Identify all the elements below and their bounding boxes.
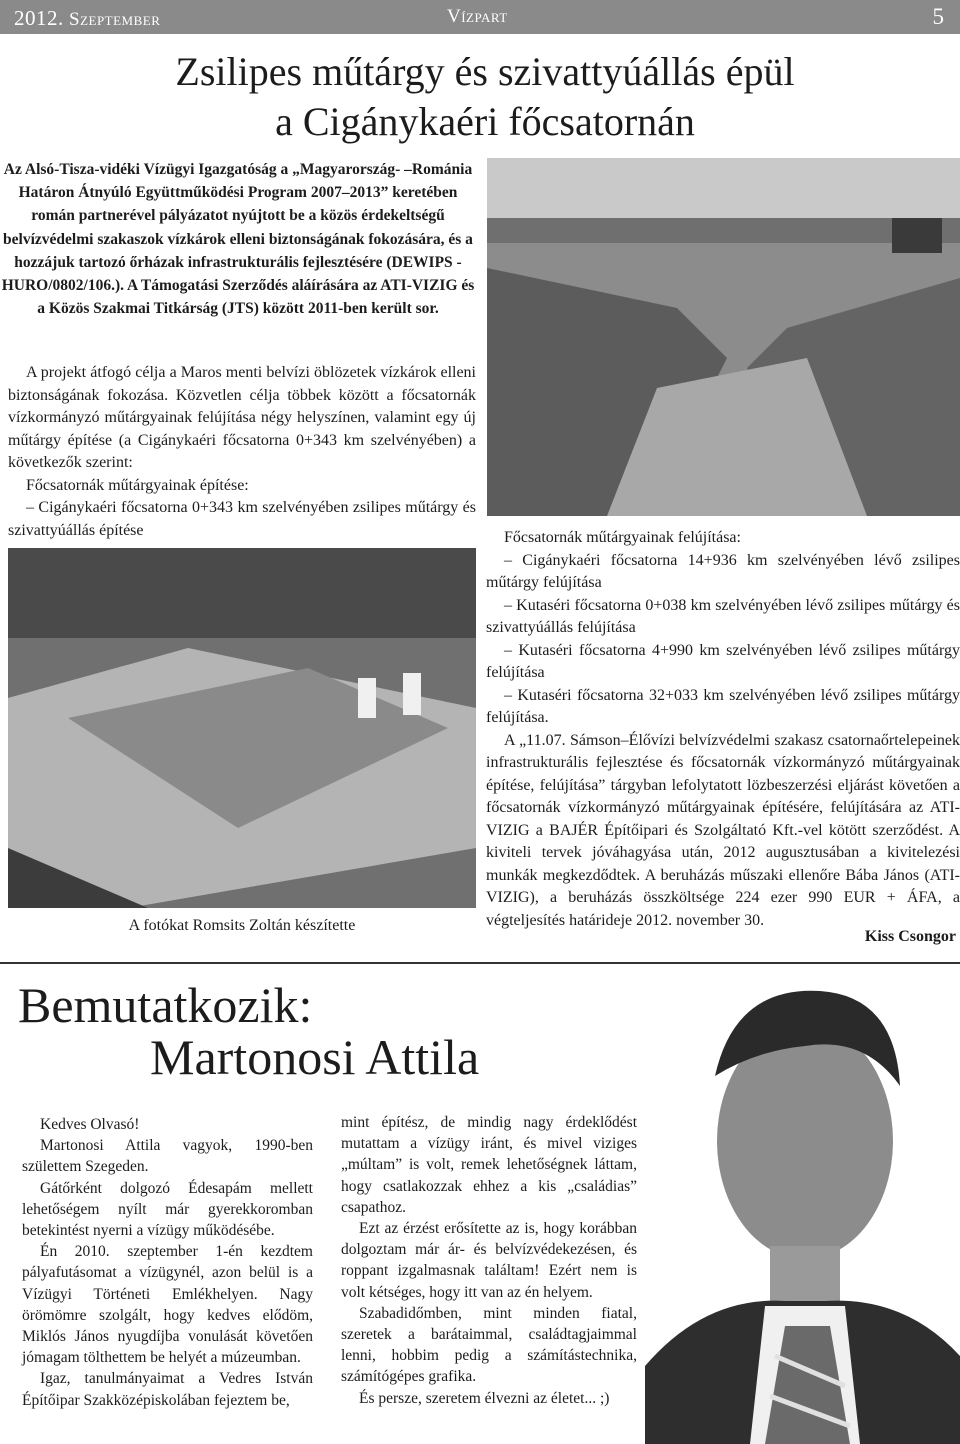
profile-column-2 <box>341 1112 637 1409</box>
article-paragraph: – Cigánykaéri főcsatorna 0+343 km szelvényében zsilipes műtárgy és szivattyúállás építése <box>8 499 476 539</box>
article-paragraph: – Kutaséri főcsatorna 4+990 km szelvényében lévő zsilipes műtárgy felújítása <box>486 641 960 681</box>
article-paragraph: – Kutaséri főcsatorna 0+038 km szelvényében lévő zsilipes műtárgy és szivattyúállás felújítása <box>486 596 960 636</box>
article-paragraph: – Cigánykaéri főcsatorna 14+936 km szelvényében lévő zsilipes műtárgy felújítása <box>486 551 960 591</box>
profile-paragraph: Ezt az érzést erősítette az is, hogy korábban dolgoztam már ár- és belvízvédekezésen, és roppant izgalmasnak találtam! Ezért nem is volt kétséges, hogy itt van az én helyem. <box>341 1220 637 1301</box>
article-column-2 <box>486 527 960 932</box>
page-number: 5 <box>932 4 944 29</box>
profile-name: Martonosi Attila <box>150 1029 480 1085</box>
portrait-photo <box>645 966 960 1444</box>
profile-paragraph: Kedves Olvasó! <box>40 1116 140 1133</box>
article-lead: Az Alsó-Tisza-vidéki Vízügyi Igazgatóság a „Magyarország- –Románia Határon Átnyúló Együttműködési Program 2007–2013” keretében román partnerével pályázatot nyújtott be a közös érdekeltségű belvízvédelmi szakaszok vízkárok elleni biztonságának fokozására, és a hozzájuk tartozó őrházak infrastrukturális fejlesztésére (DEWIPS - HURO/0802/106.). A Támogatási Szerződés aláírására az ATI-VIZIG és a Közös Szakmai Titkárság (JTS) között 2011-ben került sor. <box>1 161 475 318</box>
issue-year: 2012. <box>14 6 64 30</box>
photo-caption: A fotókat Romsits Zoltán készítette <box>128 917 356 934</box>
profile-column-1 <box>22 1114 313 1411</box>
profile-paragraph: Én 2010. szeptember 1-én kezdtem pályafutásomat a vízügynél, azon belül is a Vízügyi Történeti Emlékhelyen. Nagy örömömre szolgált, hogy kedves elődöm, Miklós János nyugdíjba vonulását követően jómagam tölthettem be helyét a múzeumban. <box>22 1243 313 1367</box>
construction-site-photo-bottom <box>8 548 476 908</box>
issue-date <box>14 6 160 31</box>
profile-heading: Bemutatkozik: <box>18 977 313 1033</box>
page-header <box>0 0 960 34</box>
article-paragraph: A „11.07. Sámson–Élővízi belvízvédelmi szakasz csatornaőrtelepeinek infrastrukturális fejlesztése és főcsatornák vízkormányzó műtárgyainak építése, felújítása” tárgyban lefolytatott lözbeszerzési eljárást követően a főcsatornák vízkormányzó műtárgyainak építésére, felújítására az ATI-VIZIG a BAJÉR Építőipari és Szolgáltató Kft.-vel kötött szerződést. A kiviteli tervek jóváhagyása után, 2012 augusztusában a kivitelezési munkák megkezdődtek. A beruházás műszaki ellenőre Bába János (ATI-VIZIG), a beruházás összköltsége 224 ezer 990 EUR + ÁFA, a végteljesítés határideje 2012. november 30. <box>486 731 960 929</box>
article-paragraph: Főcsatornák műtárgyainak építése: <box>26 476 249 494</box>
article-paragraph: A projekt átfogó célja a Maros menti belvízi öblözetek vízkárok elleni biztonságának fokozása. Közvetlen célja többek között a főcsatornák vízkormányzó műtárgyainak felújítása négy helyszínen, valamint egy új műtárgy építése (a Cigánykaéri főcsatorna 0+343 km szelvényében) a következők szerint: <box>8 364 476 471</box>
profile-paragraph: mint építész, de mindig nagy érdeklődést mutattam a vízügy iránt, és mivel viziges „múltam” is volt, remek lehetőségnek láttam, hogy csatlakozzak ehhez a kis „családias” csapathoz. <box>341 1114 637 1216</box>
construction-site-photo-top <box>487 158 960 516</box>
profile-paragraph: Szabadidőmben, mint minden fiatal, szeretek a barátaimmal, családtagjaimmal lenni, hobbim pedig a számítástechnika, számítógépes grafika. <box>341 1304 637 1386</box>
issue-month: Szeptember <box>69 9 161 30</box>
section-name: Vízpart <box>447 6 508 27</box>
section-divider <box>0 962 960 964</box>
profile-paragraph: És persze, szeretem élvezni az életet... ;) <box>359 1389 610 1407</box>
article-title-line1: Zsilipes műtárgy és szivattyúállás épül <box>175 49 795 94</box>
article-column-1 <box>8 362 476 542</box>
article-paragraph: Főcsatornák műtárgyainak felújítása: <box>504 529 741 546</box>
profile-paragraph: Gátőrként dolgozó Édesapám mellett lehetőségem nyílt már gyerekkoromban betekintést nyerni a vízügy működésébe. <box>22 1179 313 1240</box>
article-paragraph: – Kutaséri főcsatorna 32+033 km szelvényében lévő zsilipes műtárgy felújítása. <box>486 686 960 726</box>
article-title-line2: a Cigánykaéri főcsatornán <box>275 99 695 144</box>
article-author: Kiss Csongor <box>864 928 956 945</box>
profile-paragraph: Martonosi Attila vagyok, 1990-ben születtem Szegeden. <box>22 1137 313 1176</box>
profile-paragraph: Igaz, tanulmányaimat a Vedres István Építőipar Szakközépiskolában fejeztem be, <box>22 1370 313 1409</box>
